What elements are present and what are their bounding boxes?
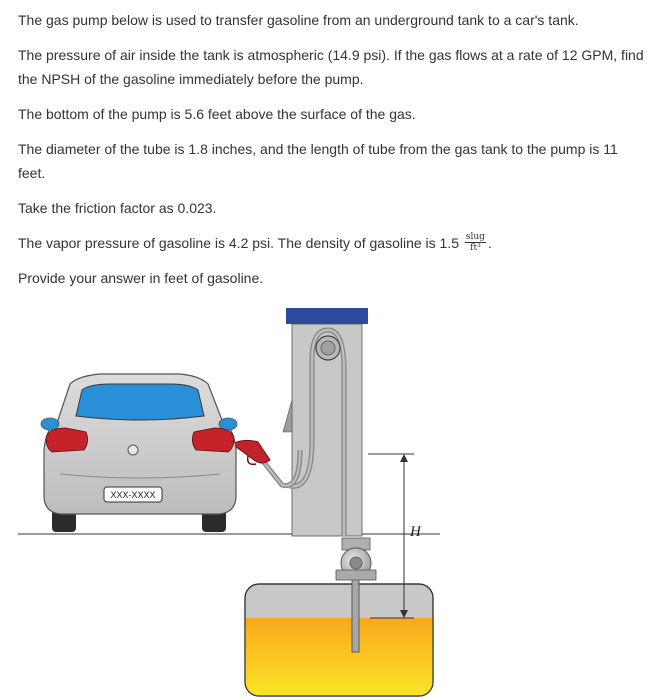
car-tail-light-right: [192, 428, 234, 452]
problem-paragraph-intro: The gas pump below is used to transfer gasoline from an underground tank to a car's tank.: [18, 12, 579, 28]
height-arrow-top: [400, 454, 408, 462]
density-unit-denominator: ft³: [470, 242, 481, 253]
car-mirror-left: [41, 418, 59, 430]
properties-text: The vapor pressure of gasoline is 4.2 psi. The density of gasoline is 1.5: [18, 235, 459, 251]
dispenser-top-cap: [286, 308, 368, 324]
problem-paragraph-properties: [18, 231, 648, 255]
problem-paragraph-tube: The diameter of the tube is 1.8 inches, and the length of tube from the gas tank to the pump is 11 feet.: [18, 141, 618, 181]
car: [41, 374, 237, 532]
car-windshield: [76, 384, 204, 420]
properties-end: .: [487, 235, 492, 251]
density-unit-numerator: slug: [465, 231, 485, 242]
problem-paragraph-answer-units: Provide your answer in feet of gasoline.: [18, 270, 264, 286]
density-unit-fraction: [465, 232, 486, 253]
license-plate-text: XXX-XXXX: [110, 490, 156, 500]
problem-paragraph-pressure: The pressure of air inside the tank is atmospheric (14.9 psi). If the gas flows at a rate of 12 GPM, find the NPSH of the gasoline immediately before the pump.: [18, 47, 644, 87]
suction-tube: [352, 568, 359, 652]
fuel-dispenser: [262, 308, 368, 536]
car-emblem: [128, 445, 138, 455]
problem-paragraph-friction: Take the friction factor as 0.023.: [18, 200, 217, 216]
gas-pump-diagram: [0, 300, 666, 700]
problem-paragraph-height: The bottom of the pump is 5.6 feet above the surface of the gas.: [18, 106, 416, 122]
car-tail-light-left: [46, 428, 88, 452]
height-label: H: [410, 524, 421, 540]
tank-gasoline: [245, 618, 433, 696]
pump-unit: [336, 538, 376, 580]
problem-statement: [18, 8, 648, 301]
underground-tank: [245, 584, 433, 696]
